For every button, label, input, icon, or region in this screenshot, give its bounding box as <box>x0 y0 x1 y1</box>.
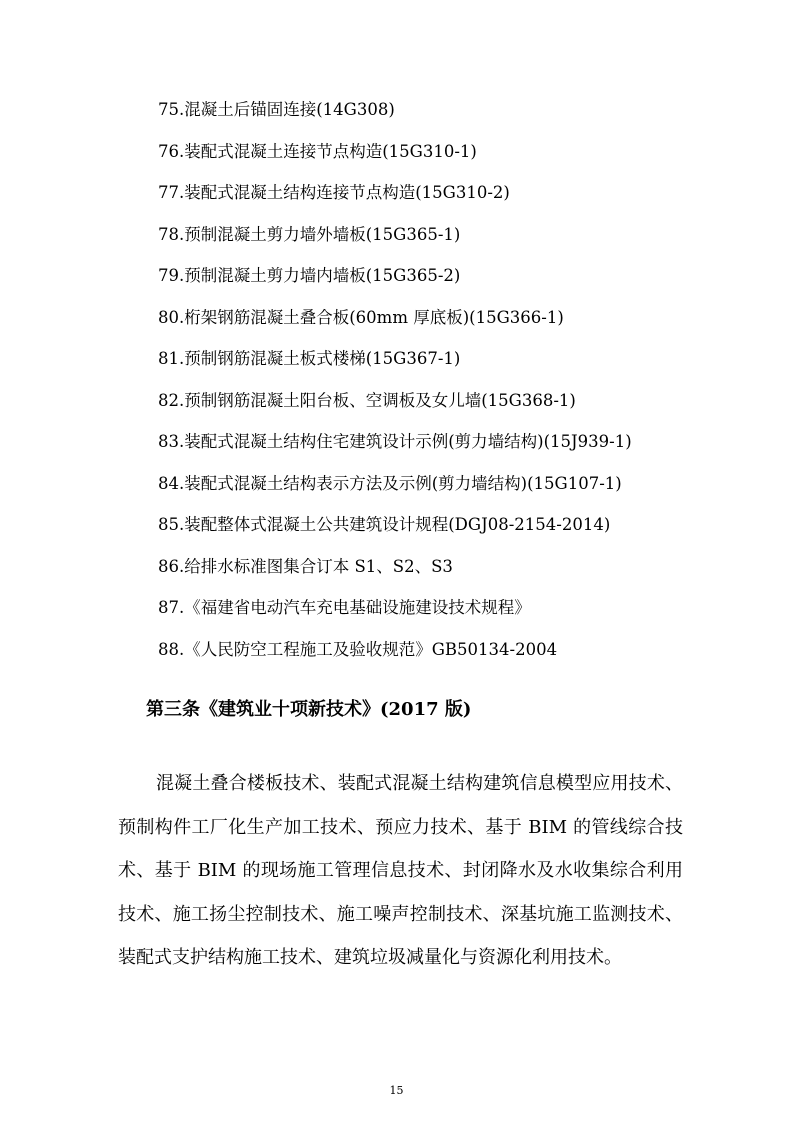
list-item: 85.装配整体式混凝土公共建筑设计规程(DGJ08-2154-2014) <box>158 515 611 534</box>
list-item: 88.《人民防空工程施工及验收规范》GB50134-2004 <box>158 639 558 659</box>
section-body-paragraph: 混凝土叠合楼板技术、装配式混凝土结构建筑信息模型应用技术、预制构件工厂化生产加工技术、预应力技术、基于 BIM 的管线综合技术、基于 BIM 的现场施工管理信息技术、封闭降水及水收集综合利用技术、施工扬尘控制技术、施工噪声控制技术、深基坑施工监测技术、装配式支护结构施工技术、建筑垃圾减量化与资源化利用技术。 <box>118 773 683 968</box>
list-item: 83.装配式混凝土结构住宅建筑设计示例(剪力墙结构)(15J939-1) <box>158 432 632 451</box>
standards-list <box>158 95 632 676</box>
list-item: 87.《福建省电动汽车充电基础设施建设技术规程》 <box>158 598 531 617</box>
list-item: 75.混凝土后锚固连接(14G308) <box>158 100 395 119</box>
list-item: 76.装配式混凝土连接节点构造(15G310-1) <box>158 141 477 161</box>
page-number: 15 <box>389 1084 404 1097</box>
list-item: 77.装配式混凝土结构连接节点构造(15G310-2) <box>158 183 510 202</box>
list-item: 86.给排水标准图集合订本 S1、S2、S3 <box>158 556 453 576</box>
list-item: 79.预制混凝土剪力墙内墙板(15G365-2) <box>158 266 461 285</box>
section-heading: 第三条《建筑业十项新技术》(2017 版) <box>146 699 472 720</box>
list-item: 78.预制混凝土剪力墙外墙板(15G365-1) <box>158 224 461 244</box>
list-item: 84.装配式混凝土结构表示方法及示例(剪力墙结构)(15G107-1) <box>158 473 622 493</box>
list-item: 80.桁架钢筋混凝土叠合板(60mm 厚底板)(15G366-1) <box>158 307 564 327</box>
list-item: 82.预制钢筋混凝土阳台板、空调板及女儿墙(15G368-1) <box>158 390 576 410</box>
list-item: 81.预制钢筋混凝土板式楼梯(15G367-1) <box>158 349 461 368</box>
